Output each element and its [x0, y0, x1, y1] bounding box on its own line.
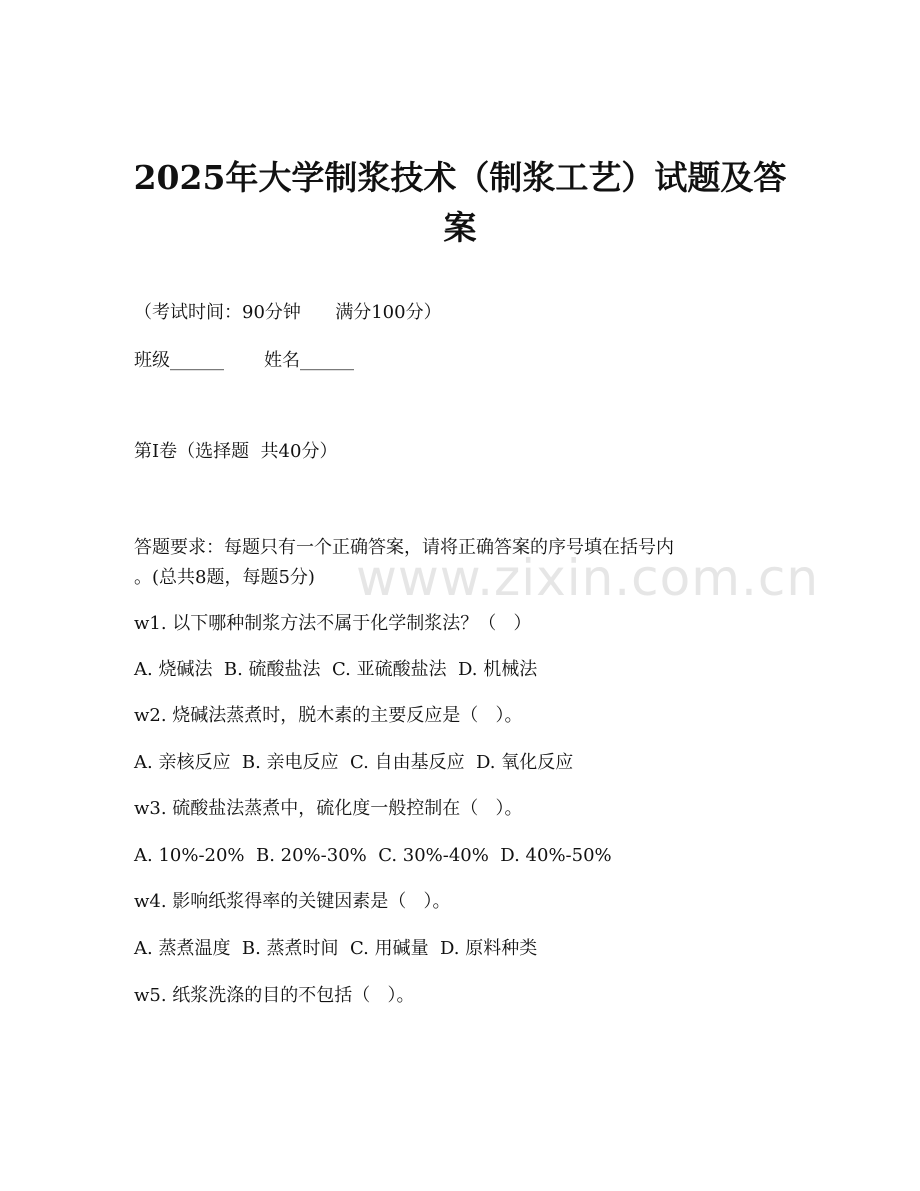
section-title: 第I卷（选择题 共40分） [134, 441, 338, 462]
class-name-line: 班级______ 姓名______ [134, 350, 355, 371]
question-stem: w4. 影响纸浆得率的关键因素是（ ）。 [134, 891, 451, 912]
question-stem: w3. 硫酸盐法蒸煮中，硫化度一般控制在（ ）。 [134, 798, 523, 819]
question-options: A. 亲核反应 B. 亲电反应 C. 自由基反应 D. 氧化反应 [134, 752, 574, 773]
question-options: A. 10%-20% B. 20%-30% C. 30%-40% D. 40%-50% [134, 845, 612, 866]
instructions-line-1: 答题要求：每题只有一个正确答案，请将正确答案的序号填在括号内 [134, 537, 674, 558]
question-stem: w2. 烧碱法蒸煮时，脱木素的主要反应是（ ）。 [134, 705, 523, 726]
document-title-line-1: 2025年大学制浆技术（制浆工艺）试题及答 [133, 158, 787, 197]
watermark: www.zixin.com.cn [356, 549, 820, 607]
document-title-line-2: 案 [443, 208, 477, 247]
question-stem: w1. 以下哪种制浆方法不属于化学制浆法？（ ） [134, 613, 532, 634]
exam-info: （考试时间：90分钟 满分100分） [134, 302, 442, 323]
instructions-line-2: 。(总共8题，每题5分) [134, 567, 315, 588]
question-stem: w5. 纸浆洗涤的目的不包括（ ）。 [134, 985, 415, 1006]
question-options: A. 蒸煮温度 B. 蒸煮时间 C. 用碱量 D. 原料种类 [134, 938, 538, 959]
question-options: A. 烧碱法 B. 硫酸盐法 C. 亚硫酸盐法 D. 机械法 [134, 659, 538, 680]
